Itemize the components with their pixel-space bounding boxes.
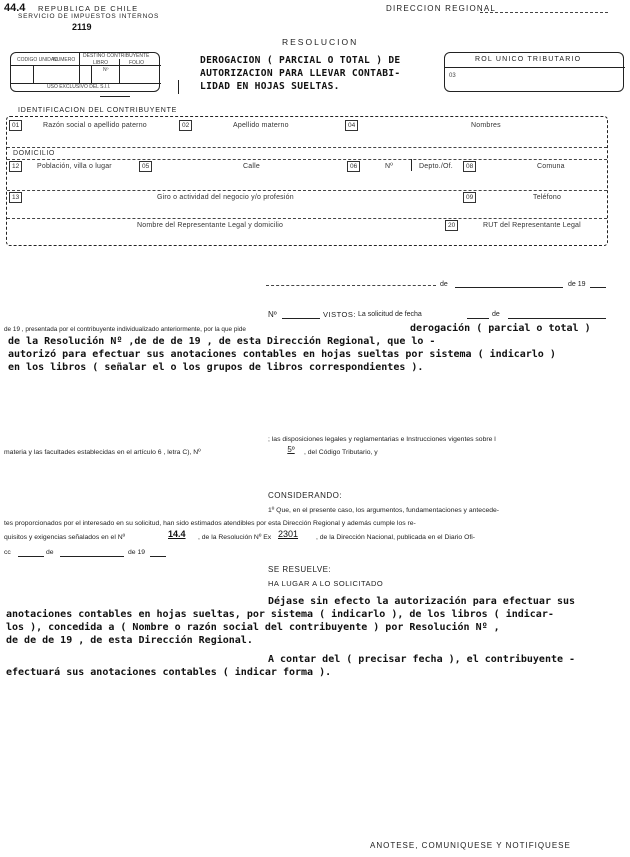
considerando-num-ref: 14.4 xyxy=(168,529,186,539)
business-input[interactable] xyxy=(7,204,461,218)
legal-line-2a: materia y las facultades establecidas en el artículo 6 , letra C), Nº xyxy=(4,449,201,456)
commune-input[interactable] xyxy=(463,173,607,189)
rut-input[interactable] xyxy=(461,69,621,89)
resuelve2-line-2: efectuará sus anotaciones contables ( indicar forma ). xyxy=(6,667,332,678)
considerando-line-3a: quisitos y exigencias señalados en el Nº xyxy=(4,534,126,541)
vistos-text: La solicitud de fecha xyxy=(358,311,422,318)
field-code-20: 20 xyxy=(445,220,458,231)
field-label-legal-rep-rut: RUT del Representante Legal xyxy=(483,222,581,229)
vistos-line-3: de la Resolución Nº ,de de de 19 , de esta Dirección Regional, que lo - xyxy=(8,336,436,347)
office-sub: Nº xyxy=(103,67,109,73)
office-col3a: LIBRO xyxy=(93,60,109,66)
vistos-line2-bold: derogación ( parcial o total ) xyxy=(410,323,591,334)
resuelve-line-2: anotaciones contables en hojas sueltas, por sistema ( indicarlo ), de los libros ( indicar- xyxy=(6,609,554,620)
mother-surname-input[interactable] xyxy=(179,131,343,147)
year-blank[interactable] xyxy=(590,287,606,288)
directorate-label: DIRECCION REGIONAL xyxy=(386,4,497,13)
vistos-month-blank[interactable] xyxy=(508,318,606,319)
field-label-apartment: Depto./Of. xyxy=(419,163,453,170)
field-code-01: 01 xyxy=(9,120,22,131)
country-label: REPUBLICA DE CHILE xyxy=(38,4,139,13)
vistos-day-blank[interactable] xyxy=(467,318,489,319)
field-code-04: 04 xyxy=(345,120,358,131)
considerando-line-3c: , de la Dirección Nacional, publicada en el Diario Ofi- xyxy=(316,534,476,541)
ha-lugar-label: HA LUGAR A LO SOLICITADO xyxy=(268,579,384,588)
domicile-label: DOMICILIO xyxy=(13,150,55,157)
number-input[interactable] xyxy=(347,173,411,189)
legal-rep-input[interactable] xyxy=(7,231,443,245)
apartment-input[interactable] xyxy=(413,173,461,189)
field-code-12: 12 xyxy=(9,161,22,172)
agency-label: SERVICIO DE IMPUESTOS INTERNOS xyxy=(18,13,160,20)
village-input[interactable] xyxy=(7,173,137,189)
considerando-label: CONSIDERANDO: xyxy=(268,491,343,500)
diario-month-blank[interactable] xyxy=(60,556,124,557)
field-label-mother-surname: Apellido materno xyxy=(233,122,289,129)
office-col2: NUMERO xyxy=(53,57,76,63)
directorate-blank[interactable] xyxy=(480,12,608,13)
taxpayer-section-label: IDENTIFICACION DEL CONTRIBUYENTE xyxy=(18,107,178,114)
field-label-names: Nombres xyxy=(471,122,501,129)
field-label-village: Población, villa o lugar xyxy=(37,163,112,170)
vistos-line-5: en los libros ( señalar el o los grupos de libros correspondientes ). xyxy=(8,362,424,373)
legal-line-2b: , del Código Tributario, y xyxy=(304,449,378,456)
field-code-13: 13 xyxy=(9,192,22,203)
page-mark: 44.4 xyxy=(4,2,26,14)
field-label-legal-rep: Nombre del Representante Legal y domicilio xyxy=(137,222,284,229)
vistos-line-4: autorizó para efectuar sus anotaciones contables en hojas sueltas por sistema ( indicarlo ) xyxy=(8,349,556,360)
phone-input[interactable] xyxy=(463,204,607,218)
field-label-commune: Comuna xyxy=(537,163,565,170)
date-year-label: de 19 xyxy=(568,281,586,288)
field-code-05: 05 xyxy=(139,161,152,172)
names-input[interactable] xyxy=(345,131,607,147)
vistos-number-blank[interactable] xyxy=(282,318,320,319)
month-blank[interactable] xyxy=(455,287,563,288)
diario-year-blank[interactable] xyxy=(150,556,166,557)
date-de-label: de xyxy=(440,281,448,288)
resuelve-line-1: Déjase sin efecto la autorización para efectuar sus xyxy=(268,596,576,607)
vistos-de: de xyxy=(492,311,500,318)
resolution-title: RESOLUCION xyxy=(282,37,359,47)
field-label-surname: Razón social o apellido paterno xyxy=(43,122,147,129)
place-blank[interactable] xyxy=(266,285,436,286)
field-code-09: 09 xyxy=(463,192,476,203)
office-use-box xyxy=(10,52,160,92)
vistos-label: VISTOS: xyxy=(323,310,356,319)
resuelve2-line-1: A contar del ( precisar fecha ), el contribuyente - xyxy=(268,654,576,665)
se-resuelve-label: SE RESUELVE: xyxy=(268,565,332,574)
office-col3: DESTINO CONTRIBUYENTE xyxy=(83,53,150,59)
street-input[interactable] xyxy=(139,173,345,189)
office-col3b: FOLIO xyxy=(129,60,145,66)
considerando-line-2: tes proporcionados por el interesado en su solicitud, han sido estimados atendibles por esta Dirección Regional y además cumple los re- xyxy=(4,520,416,527)
form-number: 2119 xyxy=(72,22,92,32)
rut-box xyxy=(444,52,624,92)
rut-code: 03 xyxy=(449,73,456,79)
legal-rep-rut-input[interactable] xyxy=(445,231,607,245)
field-label-business: Giro o actividad del negocio y/o profesión xyxy=(157,194,294,201)
legal-number: 5º xyxy=(287,445,295,454)
office-col1: CODIGO UNIDAD xyxy=(17,57,58,63)
vistos-number-label: Nº xyxy=(268,310,277,319)
subject-line-1: DEROGACION ( PARCIAL O TOTAL ) DE xyxy=(200,55,401,66)
subject-line-2: AUTORIZACION PARA LLEVAR CONTABI- xyxy=(200,68,401,79)
resuelve-line-4: de de de 19 , de esta Dirección Regional. xyxy=(6,635,253,646)
vistos-line2-text: de 19 , presentada por el contribuyente individualizado anteriormente, por la que pide xyxy=(4,326,246,333)
rut-label: ROL UNICO TRIBUTARIO xyxy=(475,56,582,63)
field-code-08: 08 xyxy=(463,161,476,172)
considerando-line-3b: , de la Resolución Nº Ex xyxy=(198,534,272,541)
diario-day-blank[interactable] xyxy=(18,556,44,557)
considerando-line-4b: de xyxy=(46,549,54,556)
considerando-line-4c: de 19 xyxy=(128,549,146,556)
taxpayer-form xyxy=(6,116,608,246)
subject-line-3: LIDAD EN HOJAS SUELTAS. xyxy=(200,81,340,92)
field-label-phone: Teléfono xyxy=(533,194,562,201)
surname-input[interactable] xyxy=(7,131,177,147)
considerando-line-1: 1º Que, en el presente caso, los argumentos, fundamentaciones y antecede- xyxy=(268,507,500,514)
considerando-res-ex: 2301 xyxy=(278,529,299,539)
resuelve-line-3: los ), concedida a ( Nombre o razón social del contribuyente ) por Resolución Nº , xyxy=(6,622,500,633)
considerando-line-4a: cc xyxy=(4,549,11,556)
closing-text: ANOTESE, COMUNIQUESE Y NOTIFIQUESE xyxy=(370,841,571,850)
field-label-number: Nº xyxy=(385,163,394,170)
field-label-street: Calle xyxy=(243,163,260,170)
office-footer: USO EXCLUSIVO DEL S.I.I. xyxy=(47,84,111,90)
field-code-02: 02 xyxy=(179,120,192,131)
legal-line-1: ; las disposiciones legales y reglamentarias e Instrucciones vigentes sobre l xyxy=(268,436,496,443)
field-code-06: 06 xyxy=(347,161,360,172)
